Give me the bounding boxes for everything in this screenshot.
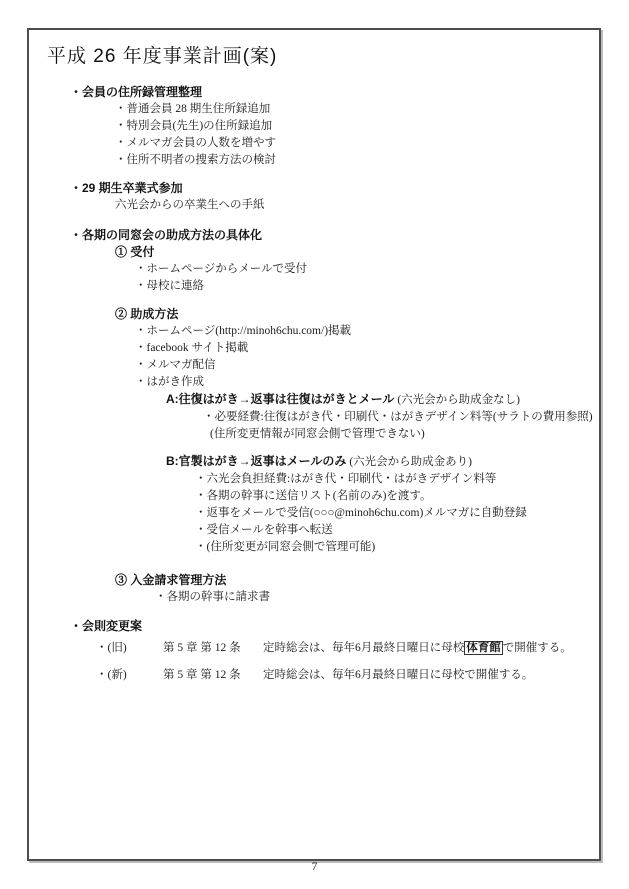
section-heading-address-book: ・会員の住所録管理整理 xyxy=(70,85,203,99)
doc-title: 平成 26 年度事業計画(案) xyxy=(47,46,278,67)
option-a-title: A:往復はがき→返事は往復はがきとメール xyxy=(166,392,395,406)
list-item: ・受信メールを幹事へ転送 xyxy=(195,524,333,536)
list-item: ・(住所変更が同窓会側で管理可能) xyxy=(195,541,376,553)
rule-new-article: 第 5 章 第 12 条 xyxy=(163,669,241,681)
list-item: ・メルマガ配信 xyxy=(135,359,216,371)
step1-label: ① 受付 xyxy=(115,245,155,259)
option-b-note: (六光会から助成金あり) xyxy=(346,456,472,468)
option-b-title: B:官製はがき→返事はメールのみ xyxy=(166,454,347,468)
list-item: ・母校に連絡 xyxy=(135,280,204,292)
list-item: ・住所不明者の捜索方法の検討 xyxy=(115,154,276,166)
rule-new-line xyxy=(96,667,590,684)
list-item: ・各期の幹事に送信リスト(名前のみ)を渡す。 xyxy=(195,490,432,502)
section-heading-subsidy: ・各期の同窓会の助成方法の具体化 xyxy=(70,228,263,242)
list-item: ・はがき作成 xyxy=(135,376,204,388)
option-a-note: (六光会から助成金なし) xyxy=(394,394,520,406)
step2-label: ② 助成方法 xyxy=(115,307,179,321)
list-item: ・普通会員 28 期生住所録追加 xyxy=(115,103,271,115)
rule-new-text: 定時総会は、毎年6月最終日曜日に母校で開催する。 xyxy=(263,669,534,681)
list-item: ・各期の幹事に請求書 xyxy=(155,591,270,603)
list-item: ・ホームページ(http://minoh6chu.com/)掲載 xyxy=(135,325,352,337)
list-item: ・特別会員(先生)の住所録追加 xyxy=(115,120,273,132)
rule-old-bullet: ・(旧) xyxy=(96,642,127,654)
document-body xyxy=(70,84,593,684)
rule-old-text-before: 定時総会は、毎年6月最終日曜日に母校 xyxy=(263,642,465,654)
list-item: ・返事をメールで受信(○○○@minoh6chu.com)メルマガに自動登録 xyxy=(195,507,527,519)
list-item: ・facebook サイト掲載 xyxy=(135,342,249,354)
list-item: ・必要経費:往復はがき代・印刷代・はがきデザイン料等(サラトの費用参照) xyxy=(203,411,593,423)
list-item: ・ホームページからメールで受付 xyxy=(135,263,308,275)
list-item: ・六光会負担経費:はがき代・印刷代・はがきデザイン料等 xyxy=(195,473,497,485)
step3-label: ③ 入金請求管理方法 xyxy=(115,573,227,587)
page-number: 7 xyxy=(311,861,318,873)
section-heading-rule-change: ・会則変更案 xyxy=(70,619,143,633)
rule-old-article: 第 5 章 第 12 条 xyxy=(163,642,241,654)
option-b-line xyxy=(166,453,590,471)
list-item: 六光会からの卒業生への手紙 xyxy=(115,199,265,211)
rule-old-text-after: で開催する。 xyxy=(502,642,572,654)
option-a-line xyxy=(166,391,590,409)
section-heading-graduation: ・29 期生卒業式参加 xyxy=(70,181,183,195)
boxed-taiikukan: 体育館 xyxy=(466,642,501,654)
list-item: ・メルマガ会員の人数を増やす xyxy=(115,137,276,149)
rule-old-line xyxy=(96,640,590,657)
rule-new-bullet: ・(新) xyxy=(96,669,127,681)
list-item: (住所変更情報が同窓会側で管理できない) xyxy=(210,428,425,440)
